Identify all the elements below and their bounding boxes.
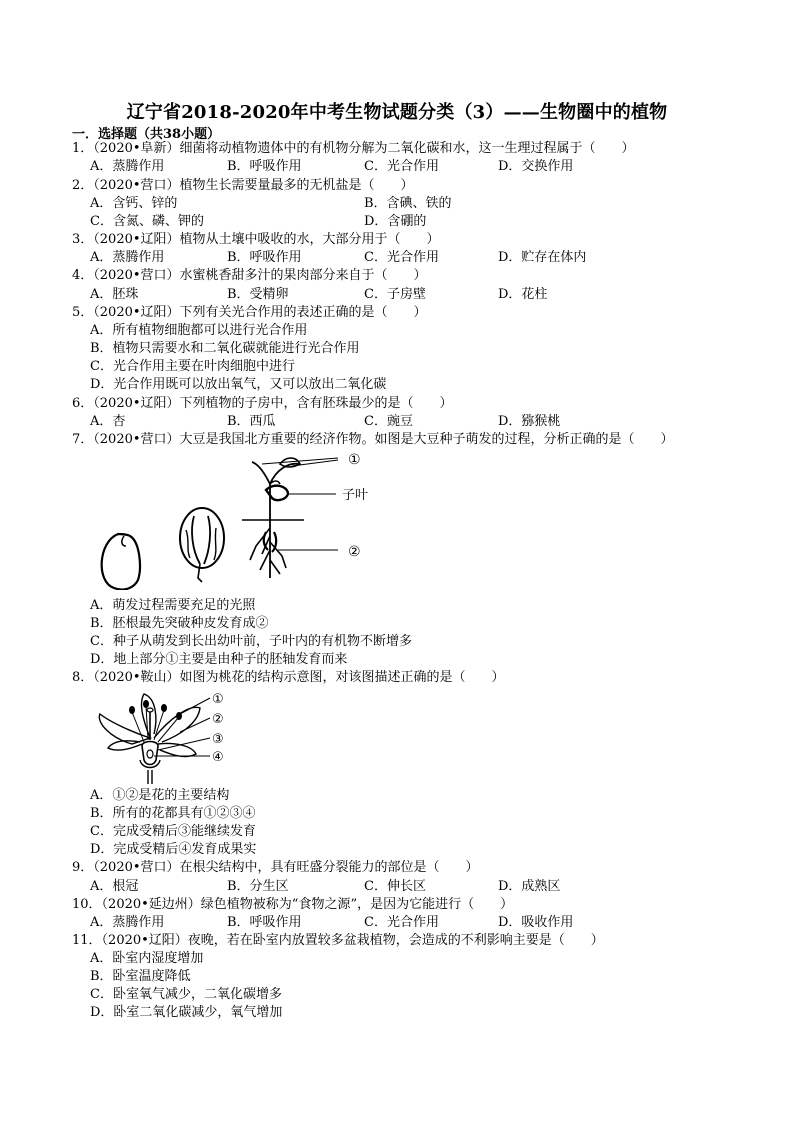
figure7-label-1: ① [348,452,361,468]
peach-flower-figure [92,688,242,784]
option: B．呼吸作用 [227,159,302,174]
option: C．完成受精后③能继续发育 [90,824,256,839]
option: D．成熟区 [498,879,561,894]
question-stem: 11．（2020•辽阳）夜晚，若在卧室内放置较多盆栽植物，会造成的不利影响主要是（ ） [72,933,604,948]
option: D．猕猴桃 [498,414,561,429]
option: D．光合作用既可以放出氧气，又可以放出二氧化碳 [90,377,387,392]
option: B．受精卵 [227,287,289,302]
option: A．蒸腾作用 [90,915,165,930]
figure8-label-4: ④ [212,750,224,765]
option: A．蒸腾作用 [90,159,165,174]
option: C．种子从萌发到长出幼叶前，子叶内的有机物不断增多 [90,634,412,649]
option: C．子房壁 [364,287,426,302]
option: C．卧室氧气减少，二氧化碳增多 [90,987,282,1002]
figure7-label-cotyledon: 子叶 [342,488,369,503]
option: A．胚珠 [90,287,139,302]
option: C．豌豆 [364,414,413,429]
question-stem: 1．（2020•阜新）细菌将动植物遗体中的有机物分解为二氧化碳和水，这一生理过程属于（ ） [72,141,635,156]
option: D．地上部分①主要是由种子的胚轴发育而来 [90,652,348,667]
option: C．含氮、磷、钾的 [90,214,204,229]
option: A．所有植物细胞都可以进行光合作用 [90,323,308,338]
option: C．光合作用 [364,159,439,174]
option: B．呼吸作用 [227,250,302,265]
question-stem: 2．（2020•营口）植物生长需要量最多的无机盐是（ ） [72,178,414,193]
option: C．伸长区 [364,879,426,894]
option: B．卧室温度降低 [90,969,191,984]
question-stem: 6．（2020•辽阳）下列植物的子房中，含有胚珠最少的是（ ） [72,396,453,411]
option: D．交换作用 [498,159,574,174]
question-stem: 7．（2020•营口）大豆是我国北方重要的经济作物。如图是大豆种子萌发的过程，分析正确的是（ ） [72,432,674,447]
option: C．光合作用主要在叶肉细胞中进行 [90,359,295,374]
option: D．卧室二氧化碳减少，氧气增加 [90,1005,283,1020]
option: A．萌发过程需要充足的光照 [90,598,256,613]
option: B．西瓜 [227,414,276,429]
section-heading: 一．选择题（共38小题） [72,127,221,142]
option: B．呼吸作用 [227,915,302,930]
option: D．吸收作用 [498,915,574,930]
figure8-label-3: ③ [212,732,224,747]
question-stem: 3．（2020•辽阳）植物从土壤中吸收的水，大部分用于（ ） [72,232,440,247]
question-stem: 8．（2020•鞍山）如图为桃花的结构示意图，对该图描述正确的是（ ） [72,670,505,685]
option: C．光合作用 [364,915,439,930]
question-stem: 5．（2020•辽阳）下列有关光合作用的表述正确的是（ ） [72,305,427,320]
question-stem: 10．（2020•延边州）绿色植物被称为“食物之源”，是因为它能进行（ ） [72,897,514,912]
option: B．所有的花都具有①②③④ [90,806,256,821]
soybean-germination-figure [90,450,380,590]
option: A．蒸腾作用 [90,250,165,265]
option: A．根冠 [90,879,139,894]
option: B．分生区 [227,879,289,894]
option: B．含碘、铁的 [364,196,452,211]
option: A．含钙、锌的 [90,196,178,211]
option: D．完成受精后④发育成果实 [90,842,257,857]
page-title: 辽宁省2018-2020年中考生物试题分类（3）——生物圈中的植物 [126,102,668,123]
option: B．胚根最先突破种皮发育成② [90,616,269,631]
question-stem: 4．（2020•营口）水蜜桃香甜多汁的果肉部分来自于（ ） [72,268,427,283]
option: D．贮存在体内 [498,250,587,265]
figure8-label-1: ① [212,692,224,707]
question-stem: 9．（2020•营口）在根尖结构中，具有旺盛分裂能力的部位是（ ） [72,860,479,875]
option: A．卧室内湿度增加 [90,951,204,966]
option: C．光合作用 [364,250,439,265]
option: A．①②是花的主要结构 [90,788,230,803]
figure8-label-2: ② [212,712,224,727]
figure7-label-2: ② [348,544,361,560]
option: D．含硼的 [364,214,427,229]
option: B．植物只需要水和二氧化碳就能进行光合作用 [90,341,360,356]
option: D．花柱 [498,287,548,302]
option: A．杏 [90,414,126,429]
